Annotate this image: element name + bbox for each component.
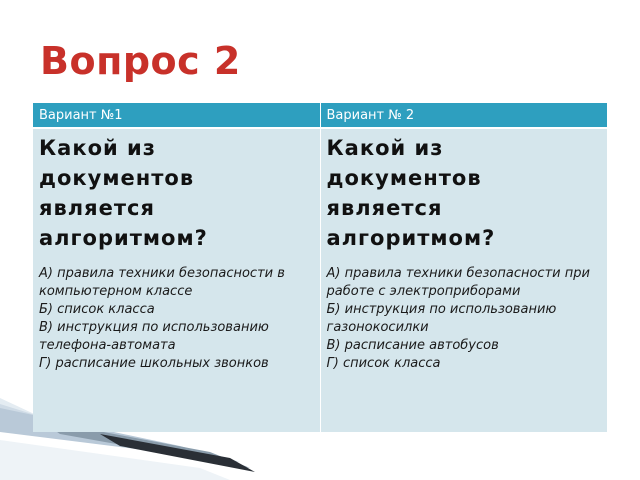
- slide-title: Вопрос 2: [40, 39, 241, 83]
- answer-option: Б) инструкция по использованию газонокосилки: [326, 302, 557, 335]
- table-header-row: [33, 103, 607, 128]
- variant-1-answers: [39, 265, 316, 373]
- answer-option: Г) расписание школьных звонков: [39, 356, 269, 371]
- table-body-row: [33, 128, 607, 432]
- variants-table: [33, 103, 607, 432]
- variant-1-cell: [33, 128, 320, 432]
- variant-1-header: Вариант №1: [33, 103, 320, 128]
- answer-option: В) инструкция по использованию телефона-автомата: [39, 320, 269, 353]
- variant-2-cell: [320, 128, 607, 432]
- answer-option: В) расписание автобусов: [326, 338, 499, 353]
- variant-2-answers: [327, 265, 604, 373]
- answer-option: Г) список класса: [326, 356, 441, 371]
- variant-2-header: Вариант № 2: [320, 103, 607, 128]
- answer-option: А) правила техники безопасности при работе с электроприборами: [326, 266, 590, 299]
- variant-1-question: Какой из документов является алгоритмом?: [39, 136, 208, 250]
- variant-2-question: Какой из документов является алгоритмом?: [326, 136, 496, 250]
- answer-option: Б) список класса: [39, 302, 155, 317]
- answer-option: А) правила техники безопасности в компьютерном классе: [39, 266, 285, 299]
